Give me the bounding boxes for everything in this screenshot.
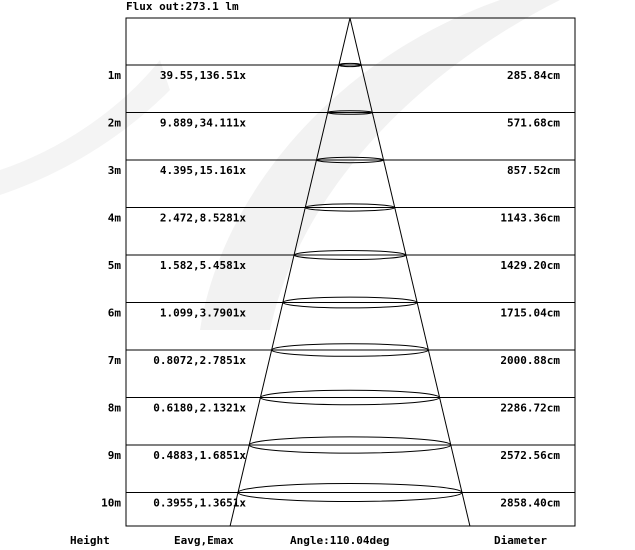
illuminance-value: 0.8072,2.7851x bbox=[153, 354, 246, 367]
height-column-label: Height bbox=[70, 534, 110, 547]
illuminance-value: 4.395,15.161x bbox=[159, 164, 246, 177]
diameter-value: 285.84cm bbox=[507, 69, 560, 82]
height-label: 6m bbox=[107, 306, 121, 320]
height-label: 2m bbox=[107, 116, 121, 130]
illuminance-value: 0.3955,1.3651x bbox=[153, 496, 246, 510]
illuminance-value: 1.099,3.7901x bbox=[159, 306, 246, 320]
height-label: 5m bbox=[107, 259, 121, 272]
height-label: 7m bbox=[107, 354, 121, 367]
diameter-value: 571.68cm bbox=[507, 116, 560, 130]
height-label: 3m bbox=[107, 164, 121, 177]
height-label: 10m bbox=[101, 496, 121, 510]
illuminance-value: 1.582,5.4581x bbox=[159, 259, 246, 272]
diameter-value: 1143.36cm bbox=[500, 211, 560, 225]
diameter-value: 2858.40cm bbox=[500, 496, 560, 510]
diameter-value: 2572.56cm bbox=[500, 449, 560, 462]
diameter-value: 857.52cm bbox=[507, 164, 560, 177]
illuminance-value: 0.6180,2.1321x bbox=[153, 401, 246, 415]
watermark-swoosh bbox=[200, 0, 560, 330]
illuminance-value: 2.472,8.5281x bbox=[159, 211, 246, 225]
diameter-value: 2286.72cm bbox=[500, 401, 560, 415]
diameter-value: 1715.04cm bbox=[500, 306, 560, 320]
diameter-value: 2000.88cm bbox=[500, 354, 560, 367]
height-label: 1m bbox=[107, 69, 121, 82]
footer-labels bbox=[70, 534, 547, 547]
height-label: 4m bbox=[107, 211, 121, 225]
illuminance-value: 0.4883,1.6851x bbox=[153, 449, 246, 462]
height-label: 9m bbox=[107, 449, 121, 462]
illuminance-value: 9.889,34.111x bbox=[159, 116, 246, 130]
illuminance-column-label: Eavg,Emax bbox=[174, 534, 234, 547]
chart-title: Flux out:273.1 lm bbox=[126, 0, 239, 13]
diameter-column-label: Diameter bbox=[494, 534, 547, 547]
diameter-value: 1429.20cm bbox=[500, 259, 560, 272]
illuminance-value: 39.55,136.51x bbox=[159, 69, 246, 82]
beam-angle-label: Angle:110.04deg bbox=[290, 534, 390, 547]
watermark-arc bbox=[0, 60, 170, 195]
height-label: 8m bbox=[107, 401, 121, 415]
